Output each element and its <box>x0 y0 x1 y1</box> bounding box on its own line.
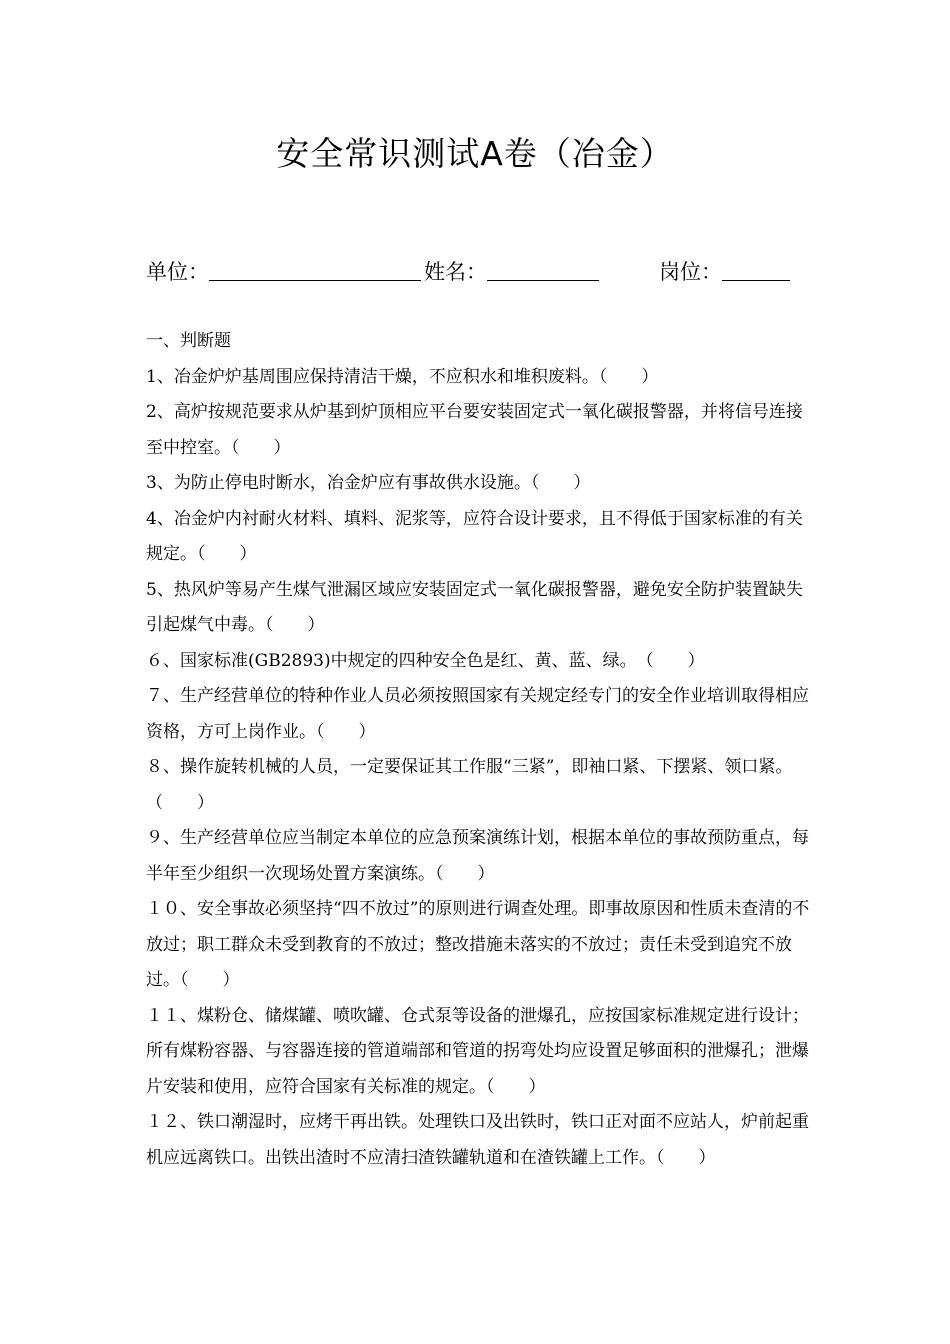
question-item: 5、热风炉等易产生煤气泄漏区域应安装固定式一氧化碳报警器，避免安全防护装置缺失引起煤气中毒。（ ） <box>146 579 803 635</box>
question-item: ９、生产经营单位应当制定本单位的应急预案演练计划，根据本单位的事故预防重点，每半年至少组织一次现场处置方案演练。（ ） <box>146 828 809 884</box>
name-blank[interactable] <box>487 258 599 281</box>
question-item: １０、安全事故必须坚持“四不放过”的原则进行调查处理。即事故原因和性质未查清的不放过；职工群众未受到教育的不放过；整改措施未落实的不放过；责任未受到追究不放过。（ ） <box>146 899 810 990</box>
question-item: １２、铁口潮湿时，应烤干再出铁。处理铁口及出铁时，铁口正对面不应站人，炉前起重机应远离铁口。出铁出渣时不应清扫渣铁罐轨道和在渣铁罐上工作。（ ） <box>146 1112 809 1168</box>
question-item: ８、操作旋转机械的人员，一定要保证其工作服“三紧”，即袖口紧、下摆紧、领口紧。（ ） <box>146 757 793 813</box>
unit-field <box>146 256 421 290</box>
question-item: ７、生产经营单位的特种作业人员必须按照国家有关规定经专门的安全作业培训取得相应资格，方可上岗作业。（ ） <box>146 686 809 742</box>
post-label: 岗位： <box>659 260 722 284</box>
question-list <box>146 324 812 1176</box>
question-item: １１、煤粉仓、储煤罐、喷吹罐、仓式泵等设备的泄爆孔，应按国家标准规定进行设计；所有煤粉容器、与容器连接的管道端部和管道的拐弯处均应设置足够面积的泄爆孔；泄爆片安装和使用，应符合国家有关标准的规定。（ ） <box>146 1005 809 1097</box>
post-blank[interactable] <box>722 258 790 281</box>
question-item: 1、冶金炉炉基周围应保持清洁干燥，不应积水和堆积废料。（ ） <box>146 366 659 387</box>
section-title: 一、判断题 <box>146 331 231 351</box>
unit-blank[interactable] <box>209 258 421 281</box>
unit-label: 单位： <box>146 260 209 284</box>
question-item: ６、国家标准(GB2893)中规定的四种安全色是红、黄、蓝、绿。 （ ） <box>146 650 705 671</box>
document-title: 安全常识测试A卷（冶金） <box>276 134 674 173</box>
name-label: 姓名： <box>424 260 487 284</box>
post-field <box>659 256 790 290</box>
name-field <box>424 256 599 290</box>
question-item: 4、冶金炉内衬耐火材料、填料、泥浆等，应符合设计要求，且不得低于国家标准的有关规定。（ ） <box>146 508 803 564</box>
question-item: 2、高炉按规范要求从炉基到炉顶相应平台要安装固定式一氧化碳报警器，并将信号连接至中控室。（ ） <box>146 402 803 458</box>
question-item: 3、为防止停电时断水，冶金炉应有事故供水设施。（ ） <box>146 473 591 493</box>
